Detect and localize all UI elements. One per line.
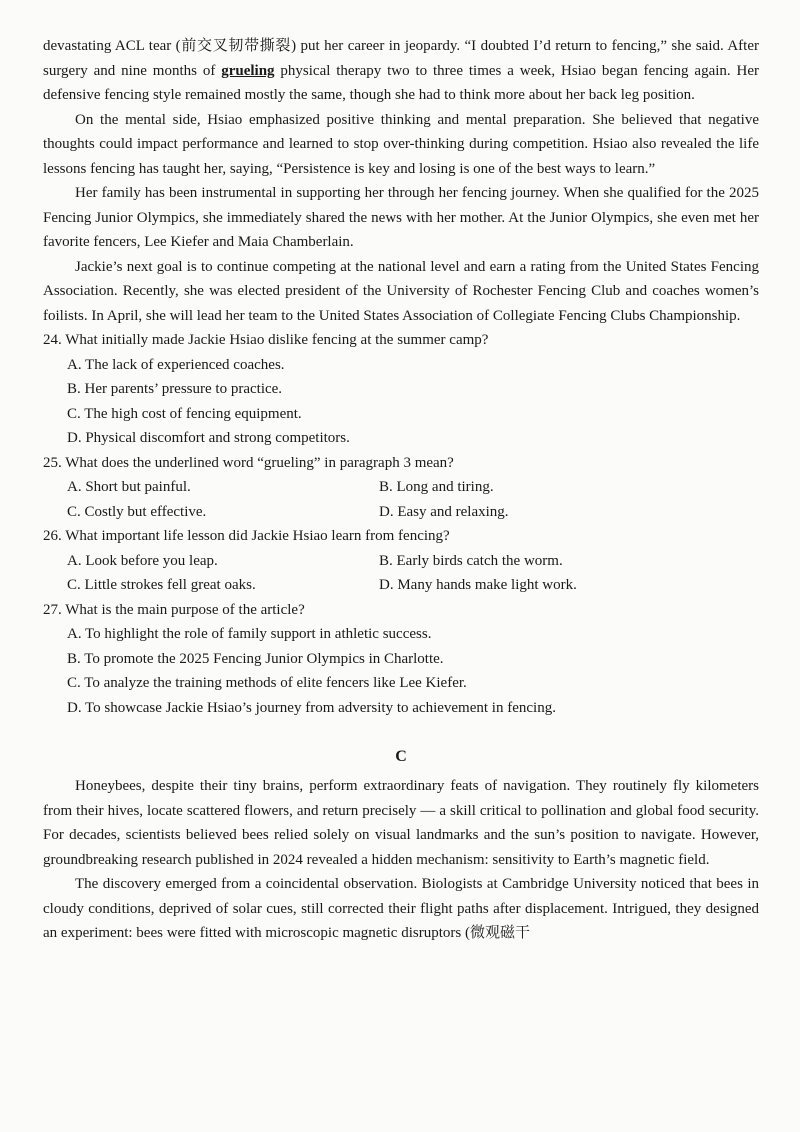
passage-c-paragraph-2: The discovery emerged from a coincidental observation. Biologists at Cambridge University noticed that bees in cloudy conditions, deprived of solar cues, still corrected their flight paths after displacement. Intrigued, they designed an experiment: bees were fitted with microscopic magnetic disruptors (微观磁干	[43, 876, 759, 941]
question-stem: 27. What is the main purpose of the article?	[43, 601, 305, 618]
option-b: B. To promote the 2025 Fencing Junior Olympics in Charlotte.	[67, 650, 444, 667]
option-a: A. The lack of experienced coaches.	[67, 356, 285, 373]
option-b: B. Her parents’ pressure to practice.	[67, 381, 283, 397]
question-stem: 24. What initially made Jackie Hsiao dislike fencing at the summer camp?	[43, 332, 489, 348]
option-d: D. To showcase Jackie Hsiao’s journey from adversity to achievement in fencing.	[67, 699, 556, 716]
option-b: B. Long and tiring.	[379, 479, 494, 495]
option-a: A. To highlight the role of family support in athletic success.	[67, 626, 432, 642]
option-d: D. Easy and relaxing.	[379, 503, 509, 520]
passage-c-paragraph-1: Honeybees, despite their tiny brains, perform extraordinary feats of navigation. They routinely fly kilometers from their hives, locate scattered flowers, and return precisely — a skill critical to pollination and global food security. For decades, scientists believed bees relied solely on visual landmarks and the sun’s position to navigate. However, groundbreaking research published in 2024 revealed a hidden mechanism: sensitivity to Earth’s magnetic field.	[43, 778, 759, 868]
option-c: C. Little strokes fell great oaks.	[67, 577, 256, 593]
option-d: D. Many hands make light work.	[379, 577, 577, 593]
option-a: A. Look before you leap.	[67, 552, 218, 569]
question-25	[43, 451, 759, 525]
passage-text: devastating ACL tear (前交叉韧带撕裂) put her career in jeopardy. “I doubted I’d return to fencing,” she said. After surgery and nine months of	[43, 38, 759, 79]
option-c: C. To analyze the training methods of elite fencers like Lee Kiefer.	[67, 675, 467, 691]
section-heading: C	[395, 748, 407, 765]
option-row	[43, 549, 759, 574]
question-stem: 26. What important life lesson did Jackie Hsiao learn from fencing?	[43, 528, 450, 544]
option-row	[43, 475, 759, 500]
option-row	[43, 500, 759, 525]
option-d: D. Physical discomfort and strong competitors.	[67, 430, 350, 446]
option-b: B. Early birds catch the worm.	[379, 552, 563, 569]
passage-paragraph-3: Her family has been instrumental in supporting her through her fencing journey. When she qualified for the 2025 Fencing Junior Olympics, she immediately shared the news with her mother. At the Junior Olympics, she even met her favorite fencers, Lee Kiefer and Maia Chamberlain.	[43, 185, 759, 250]
passage-paragraph-4: Jackie’s next goal is to continue competing at the national level and earn a rating from the United States Fencing Association. Recently, she was elected president of the University of Rochester Fencing Club and coaches women’s foilists. In April, she will lead her team to the United States Association of Collegiate Fencing Clubs Championship.	[43, 258, 759, 324]
option-c: C. The high cost of fencing equipment.	[67, 405, 302, 422]
exam-page	[43, 0, 759, 946]
question-stem: 25. What does the underlined word “grueling” in paragraph 3 mean?	[43, 454, 454, 471]
underlined-word: grueling	[221, 62, 275, 79]
passage-paragraph-2: On the mental side, Hsiao emphasized positive thinking and mental preparation. She believed that negative thoughts could impact performance and learned to stop over-thinking during competition. Hsiao also revealed the life lessons fencing has taught her, saying, “Persistence is key and losing is one of the best ways to learn.”	[43, 111, 759, 177]
option-c: C. Costly but effective.	[67, 503, 207, 520]
question-27	[43, 598, 759, 721]
question-24	[43, 328, 759, 451]
question-26	[43, 524, 759, 598]
option-row	[43, 573, 759, 598]
passage-paragraph-1	[43, 34, 759, 108]
passage-text: physical therapy two to three times a week, Hsiao began fencing again. Her defensive fencing style remained mostly the same, though she had to think more about her back leg position.	[43, 62, 759, 103]
option-a: A. Short but painful.	[67, 479, 191, 495]
